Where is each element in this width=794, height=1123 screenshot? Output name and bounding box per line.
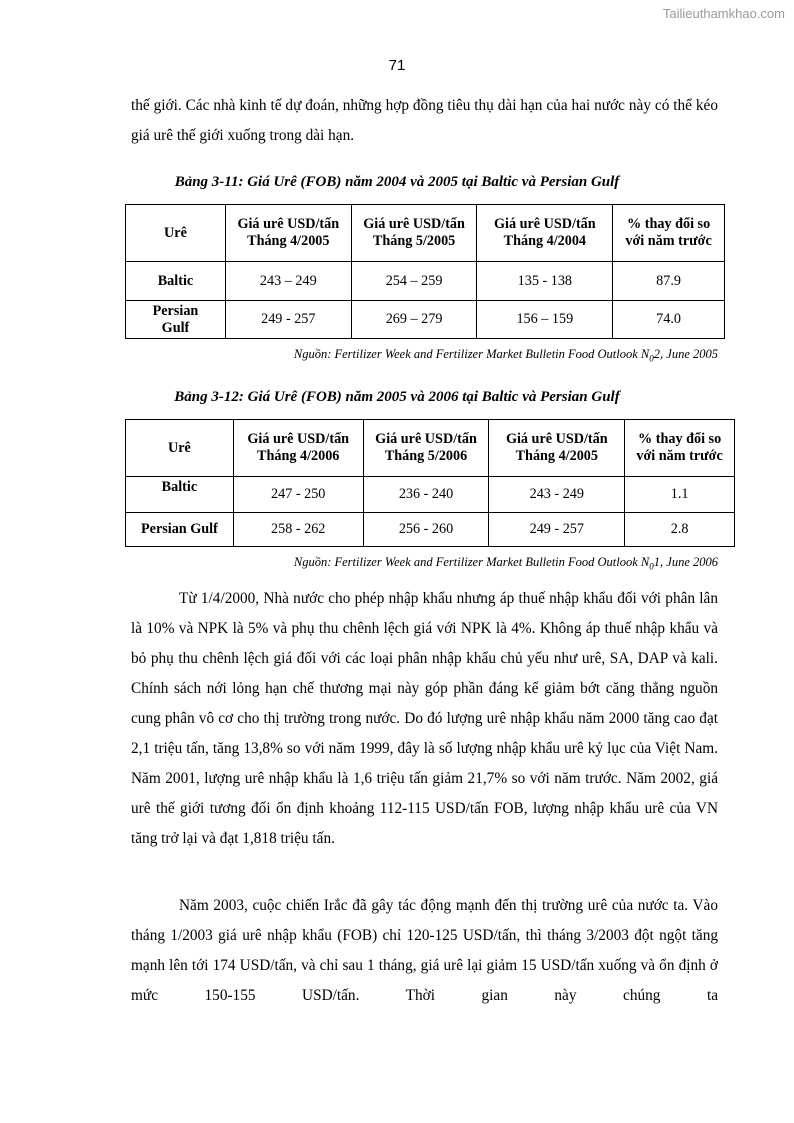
table1-cell: 135 - 138: [477, 262, 613, 301]
table2: [125, 419, 735, 547]
table2-cell: 249 - 257: [489, 513, 625, 547]
table2-header-cell: Giá urê USD/tấn Tháng 4/2005: [489, 420, 625, 477]
table1-cell: 74.0: [613, 301, 725, 339]
table2-header-row: [126, 420, 735, 477]
table2-cell: 258 - 262: [233, 513, 363, 547]
table1-header-cell: Giá urê USD/tấn Tháng 4/2005: [225, 205, 351, 262]
table1-cell: 243 – 249: [225, 262, 351, 301]
table2-header-cell: Urê: [126, 420, 234, 477]
table2-cell: 1.1: [625, 477, 735, 513]
table1-header-row: [126, 205, 725, 262]
table1-header-cell: Giá urê USD/tấn Tháng 4/2004: [477, 205, 613, 262]
table1-source: [294, 347, 718, 364]
table1-header-cell: % thay đổi so với năm trước: [613, 205, 725, 262]
table2-caption: Bảng 3-12: Giá Urê (FOB) năm 2005 và 2006 tại Baltic và Persian Gulf: [174, 389, 620, 405]
table1-row-label: Persian Gulf: [126, 301, 226, 339]
table-row: [126, 513, 735, 547]
paragraph-3-text: Năm 2003, cuộc chiến Irắc đã gây tác động mạnh đến thị trường urê của nước ta. Vào tháng 1/2003 giá urê nhập khẩu (FOB) chỉ 120-125 USD/tấn, thì tháng 3/2003 đột ngột tăng mạnh lên tới 174 USD/tấn, và chỉ sau 1 tháng, giá urê lại giảm 15 USD/tấn xuống và ổn định ở mức 150-155 USD/tấn. Thời gian này chúng ta: [131, 897, 718, 1004]
table1-cell: 156 – 159: [477, 301, 613, 339]
intro-paragraph: thế giới. Các nhà kinh tế dự đoán, những hợp đồng tiêu thụ dài hạn của hai nước này có thể kéo giá urê thế giới xuống trong dài hạn.: [131, 97, 718, 144]
watermark: Tailieuthamkhao.com: [662, 6, 785, 21]
table2-cell: 256 - 260: [363, 513, 489, 547]
table2-source: [294, 555, 718, 572]
table2-source-sub: 0: [649, 561, 654, 572]
table2-cell: 247 - 250: [233, 477, 363, 513]
table1-cell: 249 - 257: [225, 301, 351, 339]
table1-header-cell: Giá urê USD/tấn Tháng 5/2005: [351, 205, 477, 262]
table1-cell: 269 – 279: [351, 301, 477, 339]
paragraph-2-text: Từ 1/4/2000, Nhà nước cho phép nhập khẩu nhưng áp thuế nhập khẩu đối với phân lân là 10% và NPK là 5% và phụ thu chênh lệch giá với NPK là 4%. Không áp thuế nhập khẩu và bỏ phụ thu chênh lệch giá đối với các loại phân nhập khẩu chủ yếu như urê, SA, DAP và kali. Chính sách nới lỏng hạn chế thương mại này góp phần đáng kể giảm bớt căng thẳng nguồn cung phân vô cơ cho thị trường trong nước. Do đó lượng urê nhập khẩu năm 2000 tăng cao đạt 2,1 triệu tấn, tăng 13,8% so với năm 1999, đây là số lượng nhập khẩu urê kỷ lục của Việt Nam. Năm 2001, lượng urê nhập khẩu là 1,6 triệu tấn giảm 21,7% so với năm trước. Năm 2002, giá urê thế giới tương đối ổn định khoảng 112-115 USD/tấn FOB, lượng nhập khẩu urê của VN tăng trở lại và đạt 1,818 triệu tấn.: [131, 590, 718, 847]
table-row: [126, 301, 725, 339]
page-number: 71: [388, 57, 406, 74]
table1: [125, 204, 725, 339]
table2-row-label: Persian Gulf: [126, 513, 234, 547]
table-row: [126, 262, 725, 301]
table2-header-cell: Giá urê USD/tấn Tháng 4/2006: [233, 420, 363, 477]
table2-cell: 243 - 249: [489, 477, 625, 513]
table1-caption: Bảng 3-11: Giá Urê (FOB) năm 2004 và 2005 tại Baltic và Persian Gulf: [174, 174, 620, 190]
table1-source-suffix: 2, June 2005: [653, 347, 718, 361]
body-paragraph: [131, 584, 718, 854]
table1-row-label: Baltic: [126, 262, 226, 301]
table2-source-prefix: Nguồn: Fertilizer Week and Fertilizer Market Bulletin Food Outlook N: [293, 555, 650, 569]
table1-header-cell: Urê: [126, 205, 226, 262]
table1-source-sub: 0: [649, 353, 654, 364]
body-paragraph: [131, 891, 718, 1011]
table2-source-suffix: 1, June 2006: [653, 555, 718, 569]
table-row: [126, 477, 735, 513]
table2-header-cell: Giá urê USD/tấn Tháng 5/2006: [363, 420, 489, 477]
table2-header-cell: % thay đổi so với năm trước: [625, 420, 735, 477]
table2-cell: 236 - 240: [363, 477, 489, 513]
table2-row-label: Baltic: [126, 477, 234, 513]
table1-source-prefix: Nguồn: Fertilizer Week and Fertilizer Market Bulletin Food Outlook N: [293, 347, 650, 361]
table1-cell: 87.9: [613, 262, 725, 301]
table1-cell: 254 – 259: [351, 262, 477, 301]
table2-cell: 2.8: [625, 513, 735, 547]
